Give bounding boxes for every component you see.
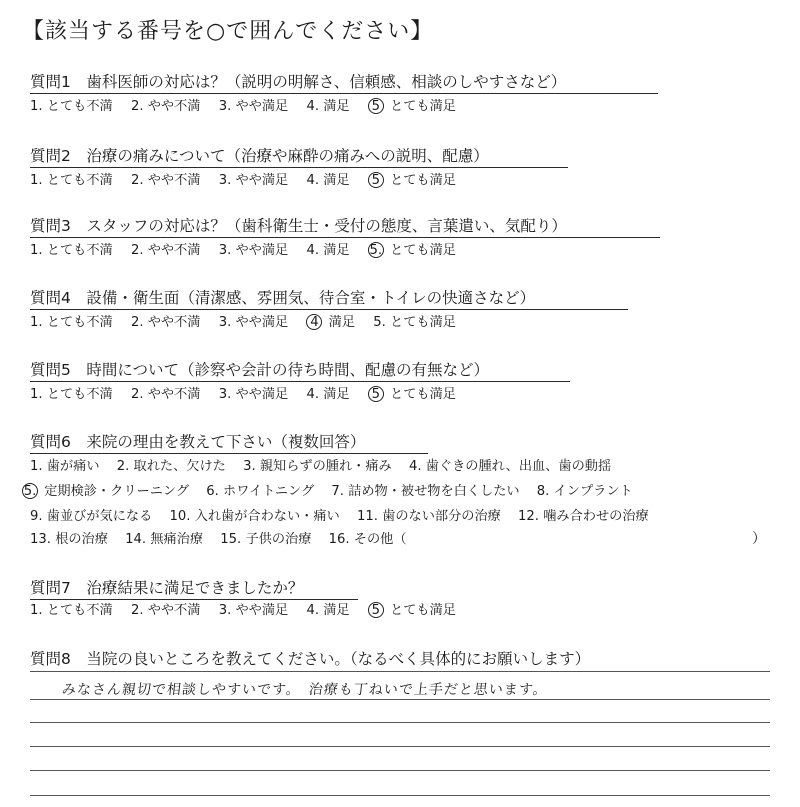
- q8-handwritten-answer[interactable]: みなさん親切で相談しやすいです。 治療も丁ねいで上手だと思います。: [61, 682, 549, 698]
- answer-line-1: [30, 671, 770, 672]
- question-8-label: 質問8 当院の良いところを教えてください。（なるべく具体的にお願いします）: [30, 650, 591, 668]
- q2-option-4[interactable]: 4. 満足: [306, 173, 350, 188]
- q6-reason-13[interactable]: 13. 根の治療: [30, 532, 108, 547]
- q6-other-close-paren: ）: [752, 531, 766, 547]
- q6-row-2: [22, 483, 646, 501]
- q7-option-1[interactable]: 1. とても不満: [30, 603, 113, 618]
- q7-option-4[interactable]: 4. 満足: [306, 603, 350, 618]
- q4-option-2[interactable]: 2. やや不満: [130, 315, 201, 330]
- question-4-underline: [30, 309, 628, 310]
- q6-reason-3[interactable]: 3. 親知らずの腫れ・痛み: [243, 459, 392, 474]
- q1-option-2[interactable]: 2. やや不満: [130, 99, 201, 114]
- q7-option-3[interactable]: 3. やや満足: [218, 603, 289, 618]
- q1-option-3[interactable]: 3. やや満足: [218, 99, 289, 114]
- question-4-options: [30, 314, 470, 332]
- question-1-options: [30, 98, 470, 116]
- question-4-label: 質問4 設備・衛生面（清潔感、雰囲気、待合室・トイレの快適さなど）: [30, 289, 536, 307]
- q6-row-4: [30, 531, 420, 549]
- q4-option-1[interactable]: 1. とても不満: [30, 315, 113, 330]
- question-3-options: [30, 242, 470, 260]
- q6-reason-4[interactable]: 4. 歯ぐきの腫れ、出血、歯の動揺: [408, 459, 612, 474]
- q3-option-3[interactable]: 3. やや満足: [218, 243, 289, 258]
- q5-option-5-selected[interactable]: 5 とても満足: [368, 386, 456, 404]
- q2-option-5-selected[interactable]: 5 とても満足: [368, 172, 456, 190]
- q6-reason-7[interactable]: 7. 詰め物・被せ物を白くしたい: [331, 484, 520, 499]
- q6-reason-9[interactable]: 9. 歯並びが気になる: [30, 509, 153, 524]
- q3-option-1[interactable]: 1. とても不満: [30, 243, 113, 258]
- q6-reason-10[interactable]: 10. 入れ歯が合わない・痛い: [169, 509, 340, 524]
- q6-reason-8[interactable]: 8. インプラント: [536, 484, 633, 499]
- q5-option-3[interactable]: 3. やや満足: [218, 387, 289, 402]
- question-2-underline: [30, 167, 568, 168]
- q2-option-2[interactable]: 2. やや不満: [130, 173, 201, 188]
- page-title: 【該当する番号を○で囲んでください】: [22, 19, 434, 44]
- q7-option-5-selected[interactable]: 5 とても満足: [368, 602, 456, 620]
- q6-reason-15[interactable]: 15. 子供の治療: [220, 532, 312, 547]
- question-6-underline: [30, 453, 428, 454]
- question-3-label: 質問3 スタッフの対応は？（歯科衛生士・受付の態度、言葉遣い、気配り）: [30, 217, 567, 235]
- q6-row-3: [30, 508, 662, 526]
- q6-reason-14[interactable]: 14. 無痛治療: [125, 532, 204, 547]
- q6-reason-6[interactable]: 6. ホワイトニング: [206, 484, 315, 499]
- answer-line-5: [30, 770, 770, 771]
- q2-option-3[interactable]: 3. やや満足: [218, 173, 289, 188]
- question-7-label: 質問7 治療結果に満足できましたか？: [30, 579, 304, 597]
- question-1-label: 質問1 歯科医師の対応は？（説明の明解さ、信頼感、相談のしやすさなど）: [30, 73, 567, 91]
- q6-reason-12[interactable]: 12. 噛み合わせの治療: [518, 509, 649, 524]
- question-7-options: [30, 602, 470, 620]
- q6-reason-1[interactable]: 1. 歯が痛い: [30, 459, 100, 474]
- question-2-options: [30, 172, 470, 190]
- q6-reason-16-other[interactable]: 16. その他（: [328, 532, 407, 547]
- q6-row-1: [30, 458, 624, 476]
- q4-option-3[interactable]: 3. やや満足: [218, 315, 289, 330]
- question-7-underline: [30, 599, 358, 600]
- answer-line-4: [30, 746, 770, 747]
- q6-reason-5-selected[interactable]: 5. 定期検診・クリーニング: [23, 484, 190, 499]
- question-1-underline: [30, 93, 658, 94]
- answer-line-2: [30, 699, 770, 700]
- q1-option-4[interactable]: 4. 満足: [306, 99, 350, 114]
- q3-option-5-selected[interactable]: 5. とても満足: [369, 243, 456, 258]
- q3-option-4[interactable]: 4. 満足: [306, 243, 350, 258]
- q5-option-1[interactable]: 1. とても不満: [30, 387, 113, 402]
- q1-option-1[interactable]: 1. とても不満: [30, 99, 113, 114]
- question-2-label: 質問2 治療の痛みについて（治療や麻酔の痛みへの説明、配慮）: [30, 147, 489, 165]
- question-5-label: 質問5 時間について（診察や会計の待ち時間、配慮の有無など）: [30, 361, 490, 379]
- question-6-label: 質問6 来院の理由を教えて下さい（複数回答）: [30, 433, 366, 451]
- question-3-underline: [30, 237, 660, 238]
- q4-option-4-selected[interactable]: 4 満足: [306, 314, 355, 332]
- q7-option-2[interactable]: 2. やや不満: [130, 603, 201, 618]
- answer-line-3: [30, 722, 770, 723]
- q3-option-2[interactable]: 2. やや不満: [130, 243, 201, 258]
- q2-option-1[interactable]: 1. とても不満: [30, 173, 113, 188]
- question-5-options: [30, 386, 470, 404]
- q4-option-5[interactable]: 5. とても満足: [373, 315, 456, 330]
- question-5-underline: [30, 381, 570, 382]
- q5-option-4[interactable]: 4. 満足: [306, 387, 350, 402]
- answer-line-6: [30, 795, 770, 796]
- q6-reason-2[interactable]: 2. 取れた、欠けた: [116, 459, 226, 474]
- q1-option-5-selected[interactable]: 5 とても満足: [368, 98, 456, 116]
- q5-option-2[interactable]: 2. やや不満: [130, 387, 201, 402]
- q6-reason-11[interactable]: 11. 歯のない部分の治療: [356, 509, 501, 524]
